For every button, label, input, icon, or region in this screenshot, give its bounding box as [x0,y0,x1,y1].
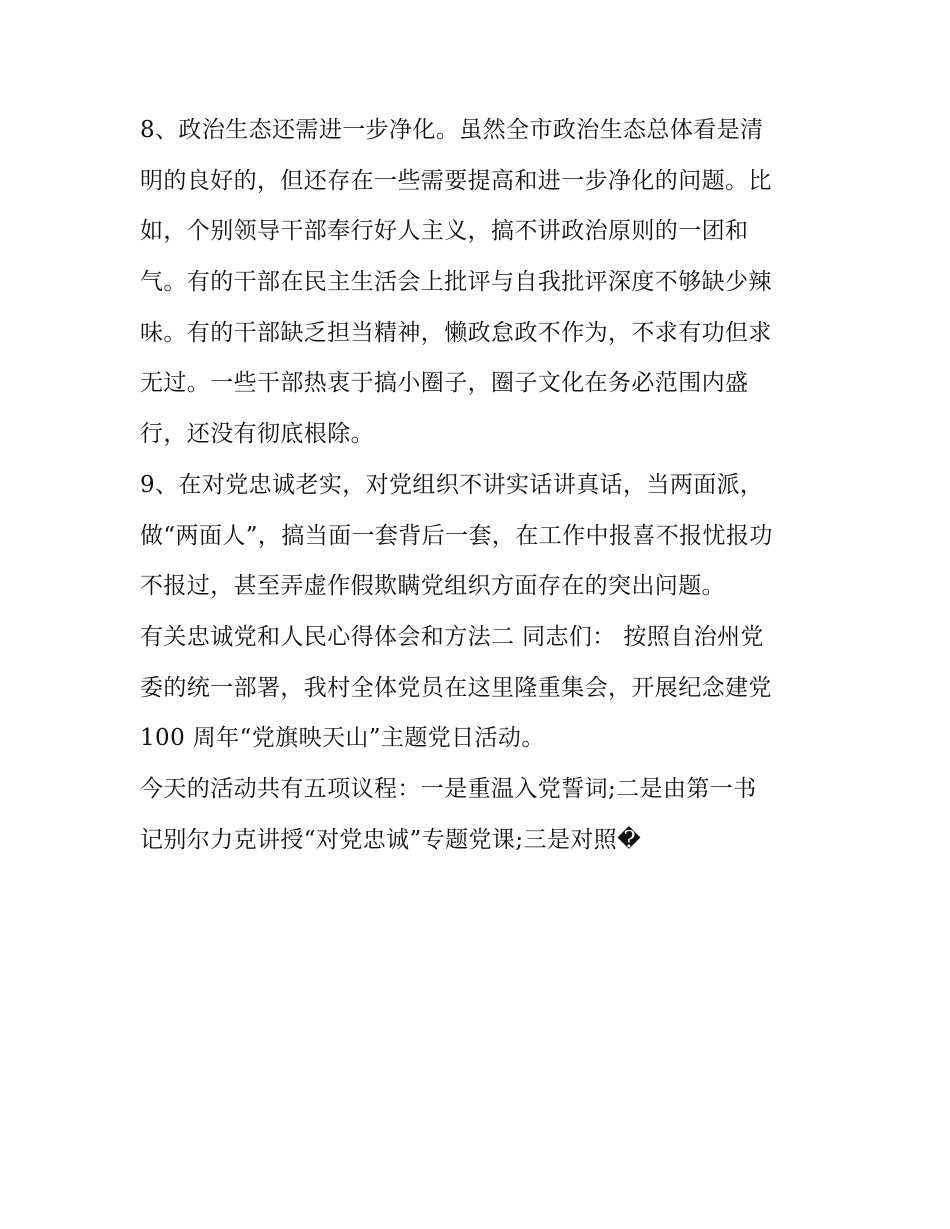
text-line: 如，个别领导干部奉行好人主义，搞不讲政治原则的一团和 [140,218,749,245]
text-line: 气。有的干部在民主生活会上批评与自我批评深度不够缺少辣 [140,269,772,296]
text-line: 9、在对党忠诚老实，对党组织不讲实话讲真话，当两面派， [140,471,764,498]
text-line: 100 周年“党旗映天山”主题党日活动。 [140,725,545,752]
text-line: 有关忠诚党和人民心得体会和方法二 同志们： 按照自治州党 [140,623,764,650]
text-line: 明的良好的，但还存在一些需要提高和进一步净化的问题。比 [140,167,772,194]
text-line: 委的统一部署，我村全体党员在这里隆重集会，开展纪念建党 [140,674,772,701]
text-line: 行，还没有彻底根除。 [140,421,374,448]
text-line: 做“两面人”，搞当面一套背后一套，在工作中报喜不报忧报功 [140,522,773,549]
document-body [140,105,820,865]
text-line: 味。有的干部缺乏担当精神，懒政怠政不作为，不求有功但求 [140,319,772,346]
text-line: 8、政治生态还需进一步净化。虽然全市政治生态总体看是清 [140,117,764,143]
text-line: 今天的活动共有五项议程：一是重温入党誓词;二是由第一书 [140,775,757,802]
text-line: 无过。一些干部热衷于搞小圈子，圈子文化在务必范围内盛 [140,370,749,397]
text-line: 记别尔力克讲授“对党忠诚”专题党课;三是对照� [140,826,642,853]
text-line: 不报过，甚至弄虚作假欺瞒党组织方面存在的突出问题。 [140,573,725,600]
